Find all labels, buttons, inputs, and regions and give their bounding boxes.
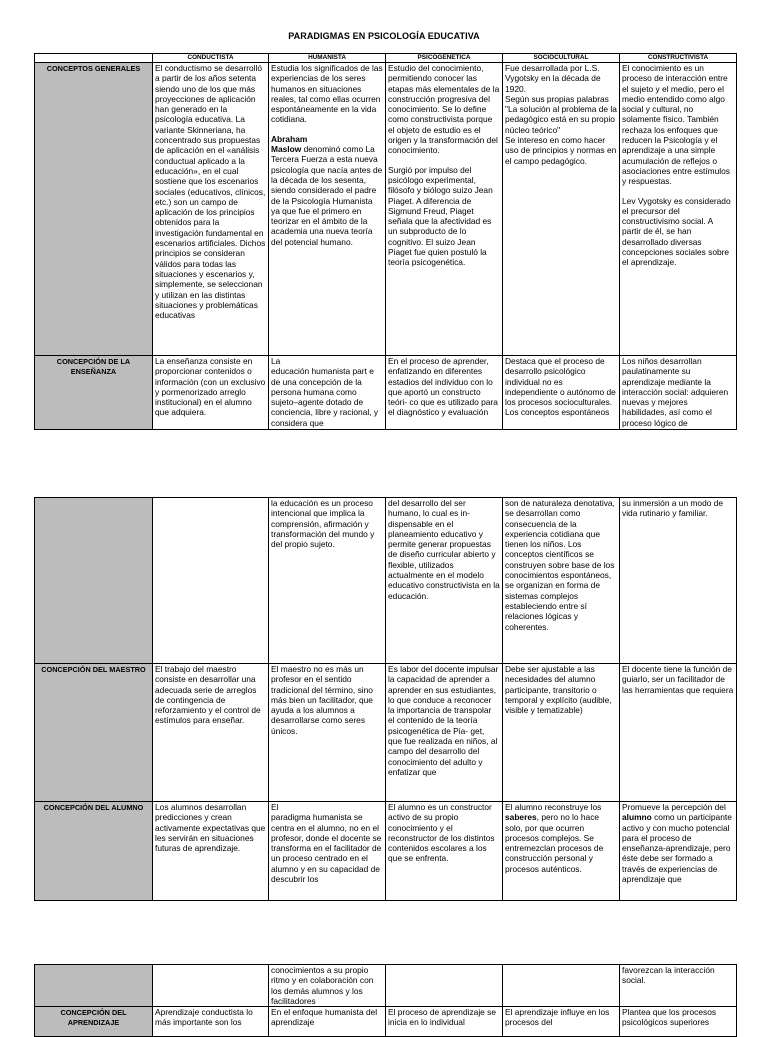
table-row-concepcion-maestro xyxy=(35,664,737,802)
cell-constructivista: su inmersión a un modo de vida rutinario y familiar. xyxy=(620,498,737,664)
row-label-empty xyxy=(35,498,153,664)
cell-psicogenetica-empty xyxy=(386,965,503,1007)
cell-humanista-name-2: Maslow xyxy=(271,144,302,155)
table-row-concepcion-aprendizaje xyxy=(35,1007,737,1037)
cell-humanista: la educación es un proceso intencional que implica la comprensión, afirmación y transformación del mundo y del propio sujeto. xyxy=(269,498,386,664)
cell-humanista: El paradigma humanista se centra en el alumno, no en el profesor, donde el docente se transforma en el facilitador de un proceso centrado en el alumno y en su capacidad de descubrir los xyxy=(269,802,386,901)
row-label-empty xyxy=(35,965,153,1007)
cell-psicogenetica: El proceso de aprendizaje se inicia en lo individual xyxy=(386,1007,503,1037)
row-label: CONCEPCIÓN DEL APRENDIZAJE xyxy=(35,1007,153,1037)
cell-humanista: El maestro no es más un profesor en el sentido tradicional del término, sino más bien un facilitador, que ayuda a los alumnos a desarrollarse como seres únicos. xyxy=(269,664,386,802)
header-sociocultural: SOCIOCULTURAL xyxy=(503,54,620,63)
row-label: CONCEPCIÓN DEL MAESTRO xyxy=(35,664,153,802)
table-row-concepcion-ensenanza xyxy=(35,356,737,430)
cell-humanista: conocimientos a su propio ritmo y en colaboración con los demás alumnos y los facilitadores xyxy=(269,965,386,1007)
header-conductista: CONDUCTISTA xyxy=(153,54,269,63)
table-row-conceptos-generales xyxy=(35,63,737,356)
row-label: CONCEPCIÓN DE LA ENSEÑANZA xyxy=(35,356,153,430)
row-label: CONCEPCIÓN DEL ALUMNO xyxy=(35,802,153,901)
cell-constructivista: Los niños desarrollan paulatinamente su aprendizaje mediante la interacción social: adquieren nuevas y mejores habilidades, así como el proceso lógico de xyxy=(620,356,737,430)
cell-constructivista xyxy=(620,63,737,356)
table-row-continuation xyxy=(35,498,737,664)
cell-psicogenetica-text-2: Surgió por impulso del psicólogo experimental, filósofo y biólogo suizo Jean Piaget. A diferencia de Sigmund Freud, Piaget señala que la afectividad es un subproducto de lo cognitivo. El suizo Jean Piaget fue quien postuló la teoría psicogenética. xyxy=(388,164,493,268)
cell-sociocultural-empty xyxy=(503,965,620,1007)
cell-sociocultural-bold: saberes xyxy=(505,812,537,823)
cell-constructivista-bold: alumno xyxy=(622,812,652,823)
cell-constructivista: favorezcan la interacción social. xyxy=(620,965,737,1007)
header-psicogenetica: PSICOGENETICA xyxy=(386,54,503,63)
cell-sociocultural: son de naturaleza denotativa, se desarrollan como consecuencia de la experiencia cotidiana que tienen los niños. Los conceptos científicos se construyen sobre base de los conocimientos espontáneos, se organizan en forma de sistemas complejos estableciendo entre sí relaciones lógicas y coherentes. xyxy=(503,498,620,664)
cell-sociocultural-text-1: El alumno reconstruye los xyxy=(505,802,602,812)
cell-constructivista-text-2: Lev Vygotsky es considerado el precursor del constructivismo social. A partir de él, se han desarrollado diversas concepciones sociales sobre el aprendizaje. xyxy=(622,195,731,268)
paradigms-table-page-1 xyxy=(34,53,737,430)
table-row-continuation xyxy=(35,965,737,1007)
cell-sociocultural-text-2: , pero no lo hace solo, por que ocurren procesos complejos. Se entremezclan procesos de construcción personal y procesos auténticos. xyxy=(505,812,604,874)
cell-conductista: Los alumnos desarrollan predicciones y crean activamente expectativas que les servirán en situaciones futuras de aprendizaje. xyxy=(153,802,269,901)
cell-humanista: En el enfoque humanista del aprendizaje xyxy=(269,1007,386,1037)
cell-sociocultural: Fue desarrollada por L.S. Vygotsky en la década de 1920. Según sus propias palabras "La solución al problema de la pedagógico está en su propio núcleo teórico" Se intereso en como hacer uso de principios y normas en el campo pedagógico. xyxy=(503,63,620,356)
cell-constructivista-text-2: como un participante activo y con mucho potencial para el proceso de enseñanza-aprendizaje, pero éste debe ser formado a través de experiencias de aprendizaje que xyxy=(622,812,732,885)
header-empty xyxy=(35,54,153,63)
cell-conductista-empty xyxy=(153,965,269,1007)
cell-humanista-text-2: denominó como La Tercera Fuerza a esta nueva psicología que nacía antes de la década de los sesenta, siendo considerado el padre de la Psicología Humanista ya que fue el primero en teorizar en el ámbito de la academia una nueva teoría del potencial humano. xyxy=(271,144,383,247)
cell-constructivista: Plantea que los procesos psicológicos superiores xyxy=(620,1007,737,1037)
cell-psicogenetica-text-1: Estudio del conocimiento, permitiendo conocer las etapas más elementales de la construcción progresiva del conocimiento. Se lo define como constructivista porque el objeto de estudio es el origen y la transformación del conocimiento. xyxy=(388,63,500,156)
paradigms-table-page-3 xyxy=(34,964,737,1037)
cell-sociocultural: Debe ser ajustable a las necesidades del alumno participante, transitorio o temporal y explícito (audible, visible y tematizable) xyxy=(503,664,620,802)
cell-conductista: Aprendizaje conductista lo más importante son los xyxy=(153,1007,269,1037)
paradigms-table-page-2 xyxy=(34,497,737,901)
cell-constructivista xyxy=(620,802,737,901)
header-constructivista: CONSTRUCTIVISTA xyxy=(620,54,737,63)
cell-humanista xyxy=(269,63,386,356)
header-row xyxy=(35,54,737,63)
row-label: CONCEPTOS GENERALES xyxy=(35,63,153,356)
cell-psicogenetica: del desarrollo del ser humano, lo cual es in- dispensable en el planeamiento educativo y permite generar propuestas de diseño curricular abierto y flexible, utilizados actualmente en el modelo educativo constructivista en la educación. xyxy=(386,498,503,664)
cell-sociocultural xyxy=(503,802,620,901)
cell-humanista-text-1: Estudia los significados de las experiencias de los seres humanos en situaciones reales, tal como ellas ocurren espontáneamente en la vida cotidiana. xyxy=(271,63,383,125)
cell-constructivista: El docente tiene la función de guiarlo, ser un facilitador de las herramientas que requiera xyxy=(620,664,737,802)
cell-sociocultural: El aprendizaje influye en los procesos del xyxy=(503,1007,620,1037)
cell-psicogenetica: Es labor del docente impulsar la capacidad de aprender a aprender en sus estudiantes, lo que conduce a reconocer la importancia de transpolar el contenido de la teoría psicogenética de Pia- get, que fue realizada en niños, al campo del desarrollo del conocimiento del adulto y enfatizar que xyxy=(386,664,503,802)
cell-conductista: El trabajo del maestro consiste en desarrollar una adecuada serie de arreglos de contingencia de reforzamiento y el control de estímulos para enseñar. xyxy=(153,664,269,802)
cell-conductista: La enseñanza consiste en proporcionar contenidos o información (con un exclusivo y pormenorizado arreglo institucional) en el alumno que adquiera. xyxy=(153,356,269,430)
table-row-concepcion-alumno xyxy=(35,802,737,901)
cell-psicogenetica: En el proceso de aprender, enfatizando en diferentes estadios del individuo con lo que aportó un constructo teóri- co que es utilizado para el diagnóstico y evaluación xyxy=(386,356,503,430)
cell-humanista-name-1: Abraham xyxy=(271,133,308,144)
header-humanista: HUMANISTA xyxy=(269,54,386,63)
cell-sociocultural: Destaca que el proceso de desarrollo psicológico individual no es independiente o autónomo de los procesos socioculturales. Los conceptos espontáneos xyxy=(503,356,620,430)
cell-constructivista-text-1: Promueve la percepción del xyxy=(622,802,726,812)
cell-psicogenetica: El alumno es un constructor activo de su propio conocimiento y el reconstructor de los distintos contenidos escolares a los que se enfrenta. xyxy=(386,802,503,901)
document-title: PARADIGMAS EN PSICOLOGÍA EDUCATIVA xyxy=(288,31,480,41)
cell-conductista: El conductismo se desarrolló a partir de los años setenta siendo uno de los que más proyecciones de aplicación han generado en la psicología educativa. La variante Skinneriana, ha concentrado sus propuestas de aplicación en el «análisis conductual aplicado a la educación», en el cual sostiene que los escenarios sociales (educativos, clínicos, etc.) son un campo de aplicación de los principios obtenidos para la investigación fundamental en escenarios artificiales. Dichos principios se consideran válidos para todas las situaciones y escenarios y, simplemente, se seleccionan y utilizan en las distintas situaciones y problemáticas educativas xyxy=(153,63,269,356)
cell-constructivista-text-1: El conocimiento es un proceso de interacción entre el sujeto y el medio, pero el medio entendido como algo social y cultural, no solamente físico. También rechaza los enfoques que reducen la Psicología y el aprendizaje a una simple acumulación de reflejos o asociaciones entre estímulos y respuestas. xyxy=(622,63,730,187)
cell-conductista-empty xyxy=(153,498,269,664)
cell-humanista: La educación humanista part e de una concepción de la persona humana como sujeto–agente dotado de conciencia, libre y racional, y considera que xyxy=(269,356,386,430)
cell-psicogenetica xyxy=(386,63,503,356)
